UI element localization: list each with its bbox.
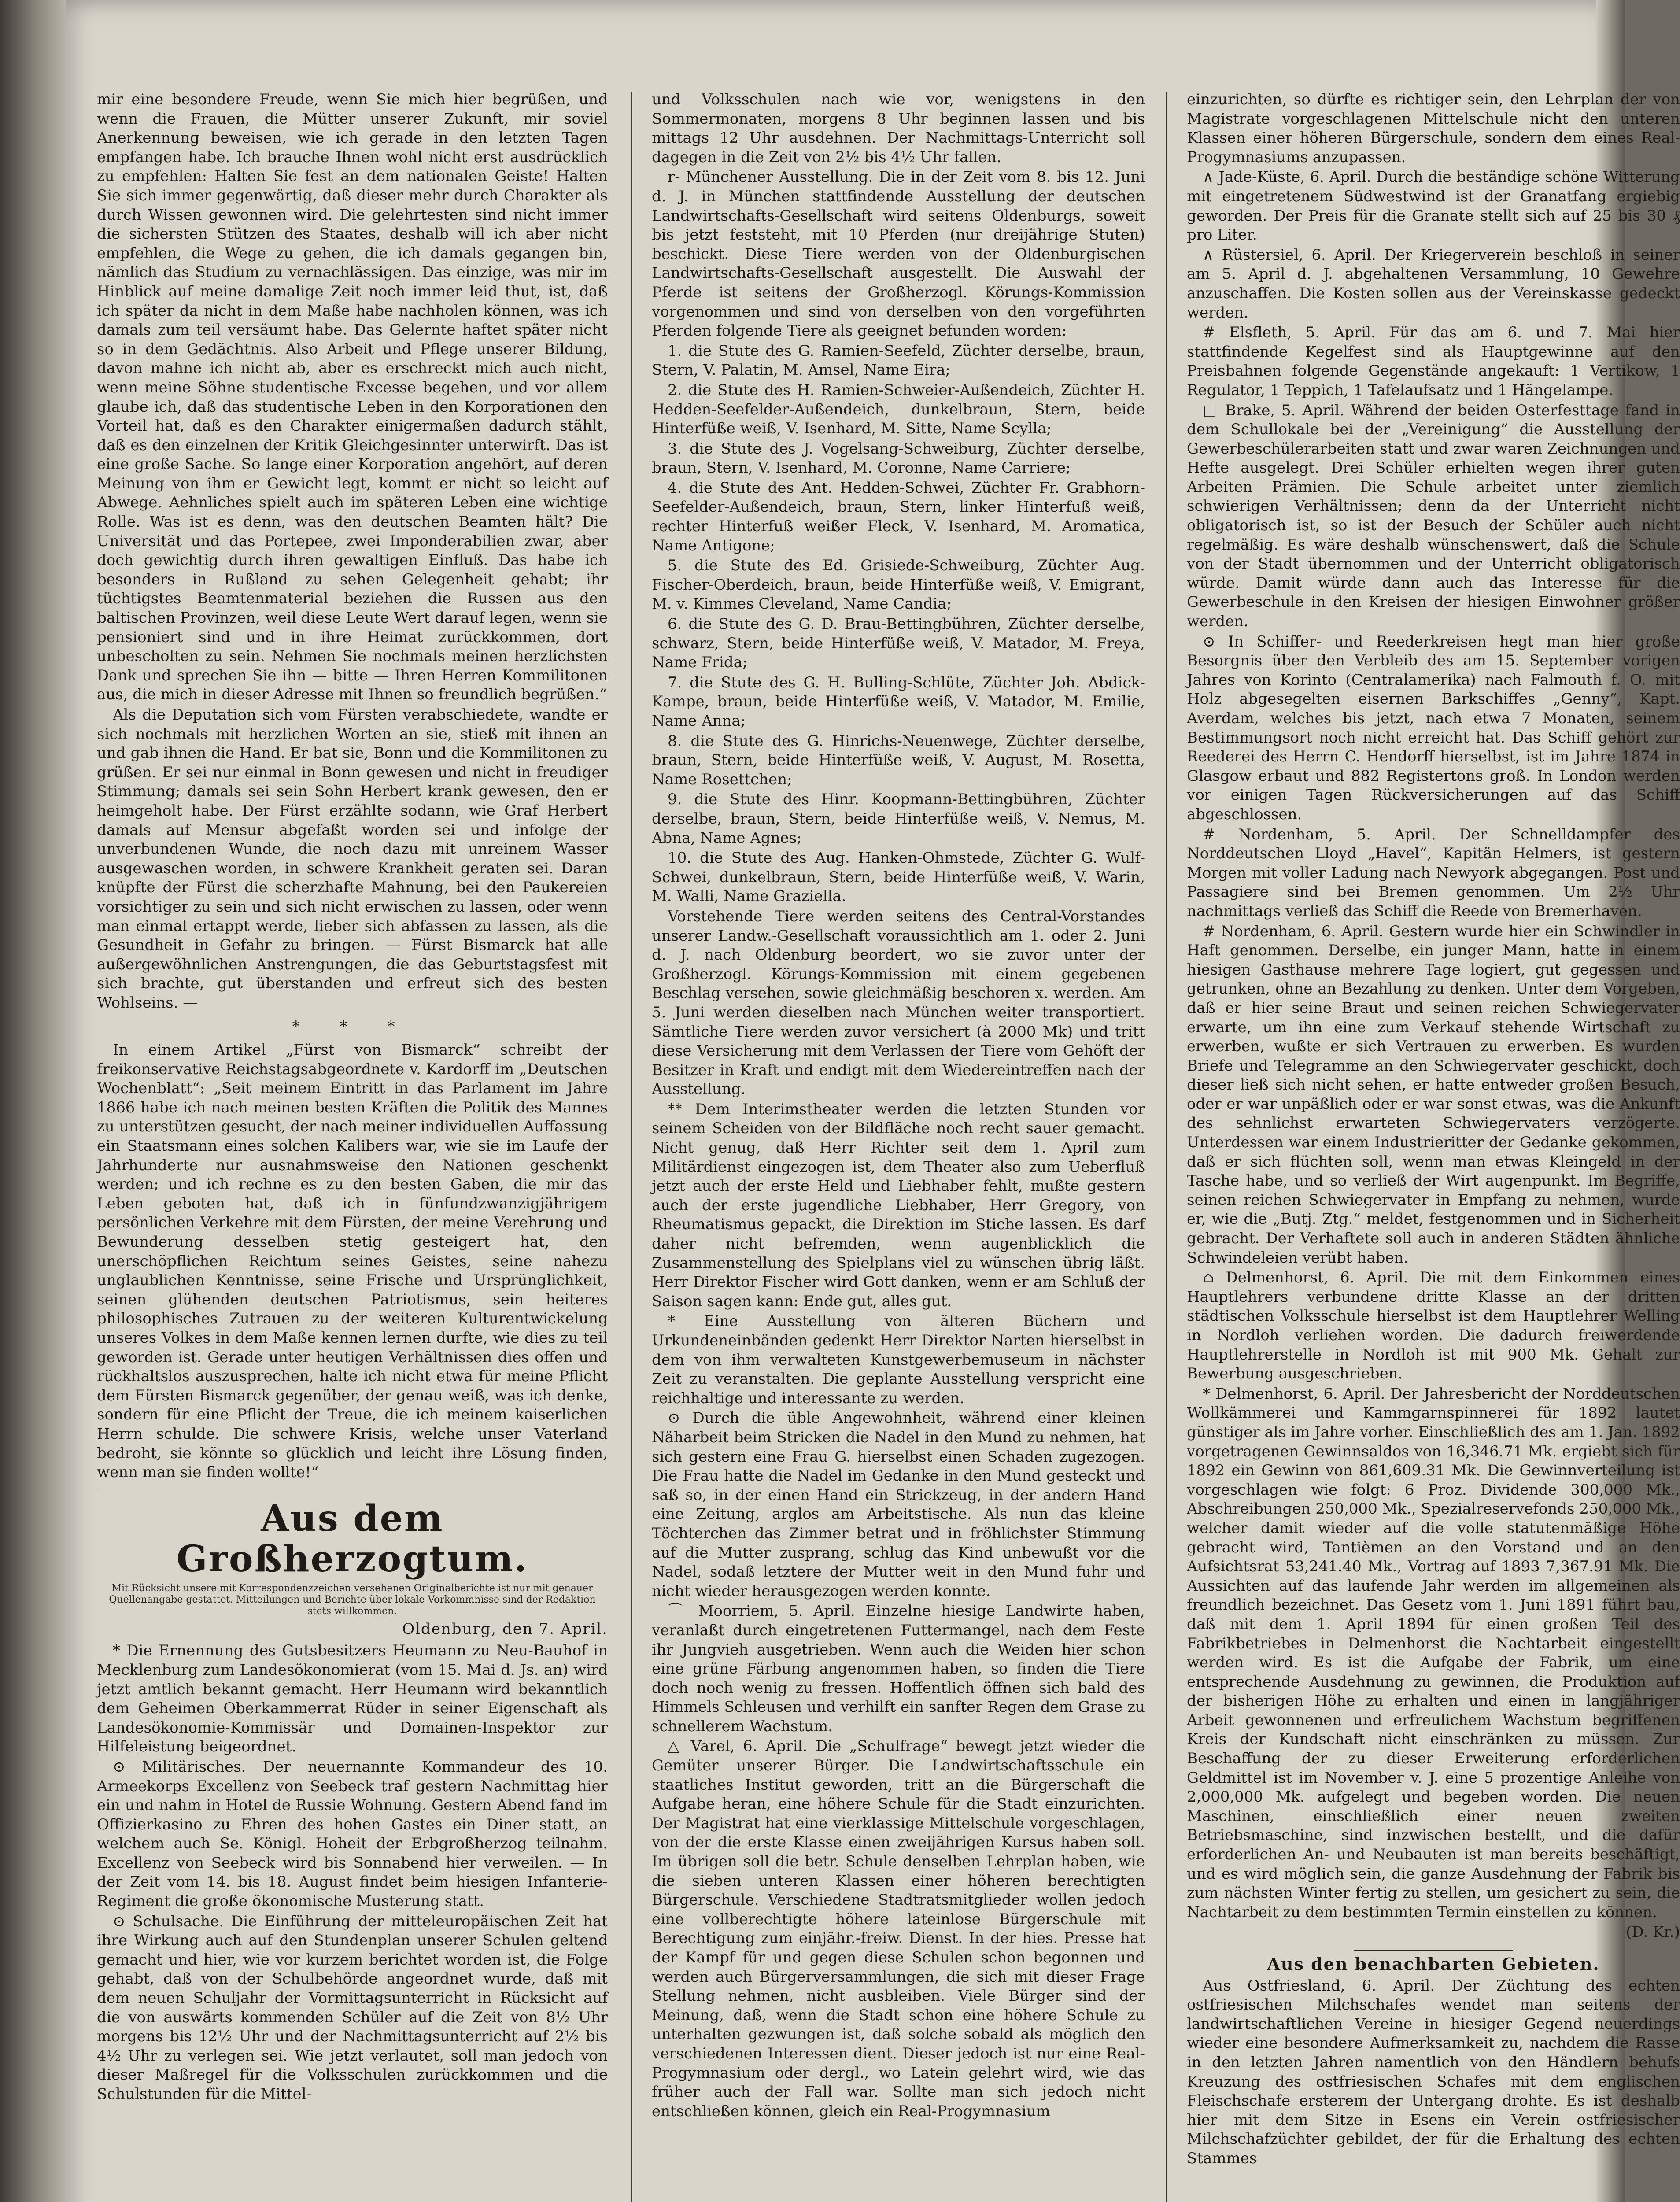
news-item: ⌂ Delmenhorst, 6. April. Die mit dem Einkommen eines Hauptlehrers verbundene dritte Klasse an der dritten städtischen Volksschule hierselbst ist dem Hauptlehrer Welling in Nordloh verliehen worden. Die dadurch freiwerdende Hauptlehrerstelle in Nordloh ist mit 900 Mk. Gehalt zur Bewerbung ausgeschrieben. — [1187, 1269, 1680, 1383]
column-2 — [652, 90, 1145, 2202]
news-item: * Delmenhorst, 6. April. Der Jahresbericht der Norddeutschen Wollkämmerei und Kammgarnspinnerei für 1892 lautet günstiger als im Jahre vorher. Einschließlich des am 1. Jan. 1892 vorgetragenen Gewinnsaldos von 16,346.71 Mk. ergiebt sich für 1892 ein Gewinn von 861,609.31 Mk. Die Gewinnverteilung ist vorgeschlagen wie folgt: 6 Proz. Dividende 300,000 Mk., Abschreibungen 250,000 Mk., Spezialreservefonds 250,000 Mk., welcher damit wieder auf die volle statutenmäßige Höhe gebracht wird, Tantièmen an den Vorstand und an den Aufsichtsrat 53,241.40 Mk., Vortrag auf 1893 7,367.91 Mk. Die Aussichten auf das laufende Jahr werden im allgemeinen als freundlich bezeichnet. Das Gesetz vom 1. Juni 1891 führt bau, daß mit dem 1. April 1894 für einen großen Teil des Fabrikbetriebes in Delmenhorst die Nachtarbeit eingestellt werden wird. Es ist die Aufgabe der Fabrik, um eine entsprechende Ausdehnung zu gewinnen, die Produktion auf der bisherigen Höhe zu erhalten und einen in langjähriger Arbeit gewonnenen und erfreulichem Wachstum begriffenen Kreis der Kundschaft nicht einschränken zu müssen. Zur Beschaffung der zu dieser Erweiterung erforderlichen Geldmittel ist im November v. J. eine 5 prozentige Anleihe von 2,000,000 Mk. aufgelegt und begeben worden. Die neuen Maschinen, einschließlich einer neuen zweiten Betriebsmaschine, sind inzwischen bestellt, und die dafür erforderlichen An- und Neubauten ist man bereits beschäftigt, und es wird möglich sein, die ganze Ausdehnung der Fabrik bis zum nächsten Winter fertig zu stellen, um gesichert zu sein, die Nachtarbeit zu dem bestimmten Termin einstellen zu können. — [1187, 1385, 1680, 1921]
list-item: 10. die Stute des Aug. Hanken-Ohmstede, Züchter G. Wulf-Schwei, dunkelbraun, Stern, beide Hinterfüße weiß, V. Warin, M. Walli, Name Graziella. — [652, 849, 1145, 905]
news-item: ** Dem Interimstheater werden die letzten Stunden vor seinem Scheiden von der Bildfläche noch recht sauer gemacht. Nicht genug, daß Herr Richter seit dem 1. April zum Militärdienst eingezogen ist, dem Theater also zum Ueberfluß jetzt auch der erste Held und Liebhaber fehlt, mußte gestern auch der erste jugendliche Liebhaber, Herr Gregory, von Rheumatismus gepackt, die Direktion im Stiche lassen. Es darf daher nicht befremden, wenn augenblicklich die Zusammenstellung des Spielplans viel zu wünschen übrig läßt. Herr Direktor Fischer wird Gott danken, wenn er am Schluß der Saison sagen kann: Ende gut, alles gut. — [652, 1100, 1145, 1310]
section-title: Aus den benachbarten Gebieten. — [1267, 1954, 1600, 1974]
column-rule — [1166, 92, 1167, 2202]
column-rule — [631, 92, 632, 2202]
news-item: ⊙ In Schiffer- und Reederkreisen hegt man hier große Besorgnis über den Verbleib des am 15. September vorigen Jahres von Korinto (Centralamerika) nach Falmouth f. O. mit Holz abgesegelten eisernen Barkschiffes „Genny“, Kapt. Averdam, welches bis jetzt, nach etwa 7 Monaten, seinem Bestimmungsort noch nicht erreicht hat. Das Schiff gehört zur Reederei des Herrn C. Hendorff hierselbst, ist im Jahre 1874 in Glasgow erbaut und 882 Registertons groß. In London werden vor einigen Tagen Rückversicherungen auf das Schiff abgeschlossen. — [1187, 632, 1680, 823]
news-item: # Nordenham, 5. April. Der Schnelldampfer des Norddeutschen Lloyd „Havel“, Kapitän Helmers, ist gestern Morgen mit voller Ladung nach Newyork abgegangen. Post und Passagiere sind bei Bremen genommen. Um 2½ Uhr nachmittags verließ das Schiff die Reede von Bremerhaven. — [1187, 825, 1680, 920]
news-item: ⊙ Militärisches. Der neuernannte Kommandeur des 10. Armeekorps Excellenz von Seebeck traf gestern Nachmittag hier ein und nahm in Hotel de Russie Wohnung. Gestern Abend fand im Offizierkasino zu Ehren des hohen Gastes ein Diner statt, an welchem auch Se. Königl. Hoheit der Erbgroßherzog teilnahm. Excellenz von Seebeck wird bis Sonnabend hier verweilen. — In der Zeit vom 14. bis 18. August findet beim hiesigen Infanterie-Regiment die große ökonomische Musterung statt. — [97, 1758, 608, 1910]
column-3 — [1187, 90, 1680, 2202]
column-1 — [97, 90, 608, 2202]
news-item: △ Varel, 6. April. Die „Schulfrage“ bewegt jetzt wieder die Gemüter unserer Bürger. Die Landwirtschaftsschule ein staatliches Institut geworden, tritt an die Bürgerschaft die Aufgabe heran, eine höhere Schule für die Stadt einzurichten. Der Magistrat hat eine vierklassige Mittelschule vorgeschlagen, von der die erste Klasse einen zweijährigen Kursus haben soll. Im übrigen soll die betr. Schule denselben Lehrplan haben, wie die sieben unteren Klassen einer höheren berechtigten Bürgerschule. Verschiedene Stadtratsmitglieder wollen jedoch eine vollberechtigte höhere lateinlose Bürgerschule mit Berechtigung zum einjähr.-freiw. Dienst. In der hies. Presse hat der Kampf für und gegen diese Schulen schon begonnen und werden auch Bürgerversammlungen, die sich mit dieser Frage Stellung nehmen, nicht ausbleiben. Viele Bürger sind der Meinung, daß, wenn die Stadt schon eine höhere Schule zu unterhalten gezwungen ist, daß solche sobald als möglich den verschiedenen Interessen dient. Dieser jedoch ist nur eine Real-Progymnasium oder dergl., wo Latein gelehrt wird, wie das früher auch der Fall war. Sollte man sich jedoch nicht entschließen können, gleich ein Real-Progymnasium — [652, 1737, 1145, 2120]
news-item: ⊙ Durch die üble Angewohnheit, während einer kleinen Näharbeit beim Stricken die Nadel in den Mund zu nehmen, hat sich gestern eine Frau G. hierselbst einen Schaden zugezogen. Die Frau hatte die Nadel im Gedanke in den Mund gesteckt und saß so, in der einen Hand ein Strickzeug, in der andern Hand eine Zeitung, arglos am Arbeitstische. Als nun das kleine Töchterchen das Zimmer betrat und in fröhlichster Stimmung auf die Mutter zusprang, schlug das Kind unbewußt vor die Nadel, sodaß letztere der Mutter weit in den Mund fuhr und nicht wieder herausgezogen werden konnte. — [652, 1409, 1145, 1600]
list-item: 7. die Stute des G. H. Bulling-Schlüte, Züchter Joh. Abdick-Kampe, braun, beide Hinterfüße weiß, V. Matador, M. Emilie, Name Anna; — [652, 673, 1145, 730]
list-item: 2. die Stute des H. Ramien-Schweier-Außendeich, Züchter H. Hedden-Seefelder-Außendeich, dunkelbraun, Stern, beide Hinterfüße weiß, V. Isenhard, M. Sitte, Name Scylla; — [652, 381, 1145, 438]
separator-stars: * * * — [292, 1017, 413, 1035]
news-item: □ Brake, 5. April. Während der beiden Osterfesttage fand in dem Schullokale bei der „Vereinigung“ die Ausstellung der Gewerbeschülerarbeiten statt und zwar waren Zeichnungen und Hefte ausgelegt. Drei Schüler erhielten wegen ihrer guten Arbeiten Prämien. Die Schule arbeitet unter ziemlich schwierigen Verhältnissen; denn da der Unterricht nicht obligatorisch ist, so ist der Besuch der Schüler auch nicht regelmäßig. Es wäre deshalb wünschenswert, daß die Schule von der Stadt übernommen und der Unterricht obligatorisch würde. Damit würde dann auch das Interesse für die Gewerbeschule in den Kreisen der hiesigen Einwohner größer werden. — [1187, 401, 1680, 631]
section-divider — [1354, 1950, 1513, 1951]
news-item: ∧ Jade-Küste, 6. April. Durch die beständige schöne Witterung mit eingetretenem Südwestwind ist der Granatfang ergiebig geworden. Der Preis für die Granate stellt sich auf 25 bis 30 ₰ pro Liter. — [1187, 168, 1680, 244]
news-item: und Volksschulen nach wie vor, wenigstens in den Sommermonaten, morgens 8 Uhr beginnen lassen und bis mittags 12 Uhr ausdehnen. Der Nachmittags-Unterricht soll dagegen in die Zeit von 2½ bis 4½ Uhr fallen. — [652, 91, 1145, 166]
news-item: ∧ Rüstersiel, 6. April. Der Kriegerverein beschloß in seiner am 5. April d. J. abgehaltenen Versammlung, 10 Gewehre anzuschaffen. Die Kosten sollen aus der Vereinskasse gedeckt werden. — [1187, 246, 1680, 321]
news-item: ⌒ Moorriem, 5. April. Einzelne hiesige Landwirte haben, veranlaßt durch eingetretenen Futtermangel, nach dem Feste ihr Jungvieh ausgetrieben. Wenn auch die Weiden hier schon eine grüne Färbung angenommen haben, so finden die Tiere doch noch wenig zu fressen. Hoffentlich öffnen sich bald des Himmels Schleusen und verhilft ein sanfter Regen dem Grase zu schnellerem Wachstum. — [652, 1602, 1145, 1735]
news-item: * Die Ernennung des Gutsbesitzers Heumann zu Neu-Bauhof in Mecklenburg zum Landesökonomierat (vom 15. Mai d. Js. an) wird jetzt amtlich bekannt gemacht. Herr Heumann wird bekanntlich dem Geheimen Oberkammerrat Rüder in seiner Eigenschaft als Landesökonomie-Kommissär und Domainen-Inspektor zur Hilfeleistung beigeordnet. — [97, 1642, 608, 1756]
list-item: 8. die Stute des G. Hinrichs-Neuenwege, Züchter derselbe, braun, Stern, beide Hinterfüße weiß, V. August, M. Rosetta, Name Rosettchen; — [652, 732, 1145, 788]
list-item: 1. die Stute des G. Ramien-Seefeld, Züchter derselbe, braun, Stern, V. Palatin, M. Amsel, Name Eira; — [652, 342, 1145, 379]
article-text: Als die Deputation sich vom Fürsten verabschiedete, wandte er sich nochmals mit herzlichen Worten an sie, stieß mit ihnen an und gab ihnen die Hand. Er bat sie, Bonn und die Kommilitonen zu grüßen. Er sei nur einmal in Bonn gewesen und nicht in freudiger Stimmung; damals sei sein Sohn Herbert krank gewesen, den er heimgeholt habe. Der Fürst erzählte sodann, wie Graf Herbert damals auf Mensur abgefaßt worden sei und infolge der unverbundenen Wunde, die noch dazu mit unreinem Wasser ausgewaschen worden, in schwere Krankheit geraten sei. Daran knüpfte der Fürst die scherzhafte Mahnung, bei den Paukereien vorsichtiger zu sein und sich nicht erwischen zu lassen, oder wenn man einmal ertappt werde, lieber sich abfassen zu lassen, als die Gesundheit in Gefahr zu bringen. — Fürst Bismarck hat alle außergewöhnlichen Anstrengungen, die das Geburtstagsfest mit sich brachte, gut überstanden und erfreut sich des besten Wohlseins. — — [97, 706, 608, 1012]
section-title: Aus dem Großherzogtum. — [176, 1497, 528, 1580]
news-item: * Eine Ausstellung von älteren Büchern und Urkundeneinbänden gedenkt Herr Direktor Narten hierselbst in dem von ihm verwalteten Kunstgewerbemuseum in nächster Zeit zu veranstalten. Die geplante Ausstellung verspricht eine reichhaltige und interessante zu werden. — [652, 1312, 1145, 1407]
list-item: 4. die Stute des Ant. Hedden-Schwei, Züchter Fr. Grabhorn-Seefelder-Außendeich, braun, Stern, linker Hinterfuß weiß, rechter Hinterfuß weißer Fleck, V. Isenhard, M. Aromatica, Name Antigone; — [652, 479, 1145, 554]
news-item: r- Münchener Ausstellung. Die in der Zeit vom 8. bis 12. Juni d. J. in München stattfindende Ausstellung der deutschen Landwirtschafts-Gesellschaft wird seitens Oldenburgs, soweit bis jetzt feststeht, mit 10 Pferden (nur dreijährige Stuten) beschickt. Diese Tiere werden von der Oldenburgischen Landwirtschafts-Gesellschaft ausgestellt. Die Auswahl der Pferde ist seitens der Großherzogl. Körungs-Kommission vorgenommen und sind von derselben von den vorgeführten Pferden folgende Tiere als geeignet befunden worden: — [652, 168, 1145, 340]
book-spine — [0, 0, 66, 2202]
section-divider — [97, 1489, 608, 1490]
news-item: einzurichten, so dürfte es richtiger sein, den Lehrplan der von Magistrate vorgeschlagenen Mittelschule nicht den unteren Klassen einer höheren Bürgerschule, sondern dem eines Real-Progymnasiums anzupassen. — [1187, 91, 1680, 166]
source-signature: (D. Kr.) — [1626, 1923, 1680, 1941]
news-item: ⊙ Schulsache. Die Einführung der mitteleuropäischen Zeit hat ihre Wirkung auch auf den Stundenplan unserer Schulen geltend gemacht und hier, wie vor kurzem berichtet worden ist, die Folge gehabt, daß von der Schulbehörde angeordnet wurde, daß mit dem neuen Schuljahr der Vormittagsunterricht in Rücksicht auf die von auswärts kommenden Schüler auf die Zeit von 8½ Uhr morgens bis 12½ Uhr und der Nachmittagsunterricht auf 2½ bis 4½ Uhr zu verlegen sei. Wie jetzt verlautet, soll man jedoch von dieser Maßregel für die Volksschulen zurückkommen und die Schulstunden für die Mittel- — [97, 1912, 608, 2103]
list-item: 6. die Stute des G. D. Brau-Bettingbühren, Züchter derselbe, schwarz, Stern, beide Hinterfüße weiß, V. Matador, M. Freya, Name Frida; — [652, 615, 1145, 672]
news-item: Vorstehende Tiere werden seitens des Central-Vorstandes unserer Landw.-Gesellschaft voraussichtlich am 1. oder 2. Juni d. J. nach Oldenburg beordert, wo sie zuvor unter der Großherzogl. Körungs-Kommission mit einem gegebenen Beschlag versehen, sowie gleichmäßig beschoren x. werden. Am 5. Juni werden dieselben nach München weiter transportiert. Sämtliche Tiere werden zuvor versichert (à 2000 Mk) und tritt diese Versicherung mit dem Verlassen der Tiere vom Gehöft der Besitzer in Kraft und endigt mit dem Wiedereintreffen nach der Ausstellung. — [652, 907, 1145, 1098]
article-text: In einem Artikel „Fürst von Bismarck“ schreibt der freikonservative Reichstagsabgeordnete v. Kardorff im „Deutschen Wochenblatt“: „Seit meinem Eintritt in das Parlament im Jahre 1866 habe ich nach meinen besten Kräften die Politik des Mannes zu unterstützen gesucht, der nach meiner individuellen Auffassung ein Staatsmann eines solchen Kalibers war, wie sie im Laufe der Jahrhunderte nur ausnahmsweise den Nationen geschenkt werden; und ich rechne es zu den besten Gaben, die mir das Leben geboten hat, daß ich in fünfundzwanzigjährigem persönlichen Verkehre mit dem Fürsten, der meine Verehrung und Bewunderung desselben stetig gesteigert hat, den unerschöpflichen Reichtum seines Geistes, seine nahezu unglaublichen Kenntnisse, seine Frische und Ursprünglichkeit, seinen glühenden deutschen Patriotismus, sein heiteres philosophisches Zutrauen zu der weiteren Kulturentwickelung unseres Volkes in dem Maße kennen lernen durfte, wie dies zu teil geworden ist. Gerade unter heutigen Verhältnissen dies offen und rückhaltslos auszusprechen, halte ich nicht etwa für meine Pflicht dem Fürsten Bismarck gegenüber, der genau weiß, was ich denke, sondern für eine Pflicht der Treue, die ich meinem kaiserlichen Herrn schulde. Die schwere Krisis, welche unser Vaterland bedroht, sie könnte so glücklich und leicht ihre Lösung finden, wenn man sie finden wollte!“ — [97, 1041, 608, 1482]
news-item: # Nordenham, 6. April. Gestern wurde hier ein Schwindler in Haft genommen. Derselbe, ein junger Mann, hatte in einem hiesigen Gasthause mehrere Tage logiert, gut gegessen und getrunken, ohne an Bezahlung zu denken. Unter dem Vorgeben, daß er hier seine Braut und seinen reichen Schwiegervater erwarte, um ihn eine zum Verkauf stehende Wirtschaft zu erwerben, wußte er sich Vertrauen zu erwerben. Es wurden Briefe und Telegramme an den Schwiegervater geschickt, doch dieser ließ sich nicht sehen, er hatte entweder großen Besuch, oder er war unpäßlich oder er war sonst etwas, was die Ankunft des sehnlichst erwarteten Schwiegervaters verzögerte. Unterdessen war einem Industrieritter der Gedanke gekommen, daß er sich flüchten soll, wenn man etwas Kleingeld in der Tasche habe, und so verließ der Wirt augenpunkt. Im Begriffe, seinen reichen Schwiegervater in Empfang zu nehmen, wurde er, wie die „Butj. Ztg.“ meldet, festgenommen und in Sicherheit gebracht. Der Verhaftete soll auch in anderen Städten ähnliche Schwindeleien verübt haben. — [1187, 922, 1680, 1267]
news-item: # Elsfleth, 5. April. Für das am 6. und 7. Mai hier stattfindende Kegelfest sind als Hauptgewinne auf den Preisbahnen folgende Gegenstände angekauft: 1 Vertikow, 1 Regulator, 1 Teppich, 1 Tafelaufsatz und 1 Hängelampe. — [1187, 324, 1680, 399]
list-item: 5. die Stute des Ed. Grisiede-Schweiburg, Züchter Aug. Fischer-Oberdeich, braun, beide Hinterfüße weiß, V. Emigrant, M. v. Kimmes Cleveland, Name Candia; — [652, 557, 1145, 613]
news-item: Aus Ostfriesland, 6. April. Der Züchtung des echten ostfriesischen Milchschafes wendet man seitens der landwirtschaftlichen Vereine in hiesiger Gegend neuerdings wieder eine besondere Aufmerksamkeit zu, nachdem die Rasse in den letzten Jahren namentlich von den Händlern behufs Kreuzung des ostfriesischen Schafes mit dem englischen Fleischschafe ersterem der Untergang drohte. Es ist deshalb hier mit dem Sitze in Esens ein Verein ostfriesischer Milchschafzüchter gebildet, der für die Erhaltung des echten Stammes — [1187, 1977, 1680, 2167]
dateline: Oldenburg, den 7. April. — [402, 1620, 608, 1638]
list-item: 9. die Stute des Hinr. Koopmann-Bettingbühren, Züchter derselbe, braun, Stern, beide Hinterfüße weiß, V. Nemus, M. Abna, Name Agnes; — [652, 791, 1145, 847]
section-note: Mit Rücksicht unsere mit Korrespondenzzeichen versehenen Originalberichte ist nur mit genauer Quellenangabe gestattet. Mitteilungen und Berichte über lokale Vorkommnisse sind der Redaktion stets willkommen. — [109, 1582, 596, 1617]
article-text: mir eine besondere Freude, wenn Sie mich hier begrüßen, und wenn die Frauen, die Mütter unserer Zukunft, mir soviel Anerkennung beweisen, wie ich gerade in den letzten Tagen empfangen habe. Ich brauche Ihnen wohl nicht erst ausdrücklich zu empfehlen: Halten Sie fest an dem nationalen Geiste! Halten Sie sich immer gegenwärtig, daß dieser mehr durch Charakter als durch Wissen gewonnen wird. Die gelehrtesten sind nicht immer die sichersten Stützen des Staates, deshalb will ich aber nicht empfehlen, die Wege zu gehen, die ich damals gegangen bin, nämlich das Studium zu vernachlässigen. Das einzige, was mir im Hinblick auf meine damalige Zeit noch immer leid thut, ist, daß ich später da nicht in dem Maße habe nachholen können, was ich damals zum teil versäumt habe. Das Gelernte haftet später nicht so in dem Gedächtnis. Also Arbeit und Pflege unserer Bildung, davon mahne ich nicht ab, aber es erschreckt mich auch nicht, wenn meine Söhne studentische Excesse begehen, und vor allem glaube ich, daß das studentische Leben in den Korporationen den Vorteil hat, daß es den Charakter einigermaßen dadurch stählt, daß es den einzelnen der Kritik Gleichgesinnter unterwirft. Das ist eine große Sache. So lange einer Korporation angehört, auf deren Meinung von ihm er Gewicht legt, kommt er nicht so leicht auf Abwege. Aehnliches spielt auch im späteren Leben eine wichtige Rolle. Was ist es denn, was den deutschen Beamten hält? Die Universität und das Portepee, zwei Imponderabilien zwar, aber doch gewichtig durch ihren gewaltigen Einfluß. Das habe ich besonders in Rußland zu sehen Gelegenheit gehabt; ihr tüchtigstes Beamtenmaterial beziehen die Russen aus den baltischen Provinzen, weil diese Leute Wert darauf legen, wenn sie pensioniert sind und in ihre Heimat zurückkommen, dort unbescholten zu sein. Nehmen Sie nochmals meinen herzlichsten Dank und sprechen Sie ihn — bitte — Ihren Herren Kommilitonen aus, die mich in dieser Adresse mit Ihnen so freundlich begrüßen.“ — [97, 91, 608, 704]
list-item: 3. die Stute des J. Vogelsang-Schweiburg, Züchter derselbe, braun, Stern, V. Isenhard, M. Coronne, Name Carriere; — [652, 440, 1145, 477]
